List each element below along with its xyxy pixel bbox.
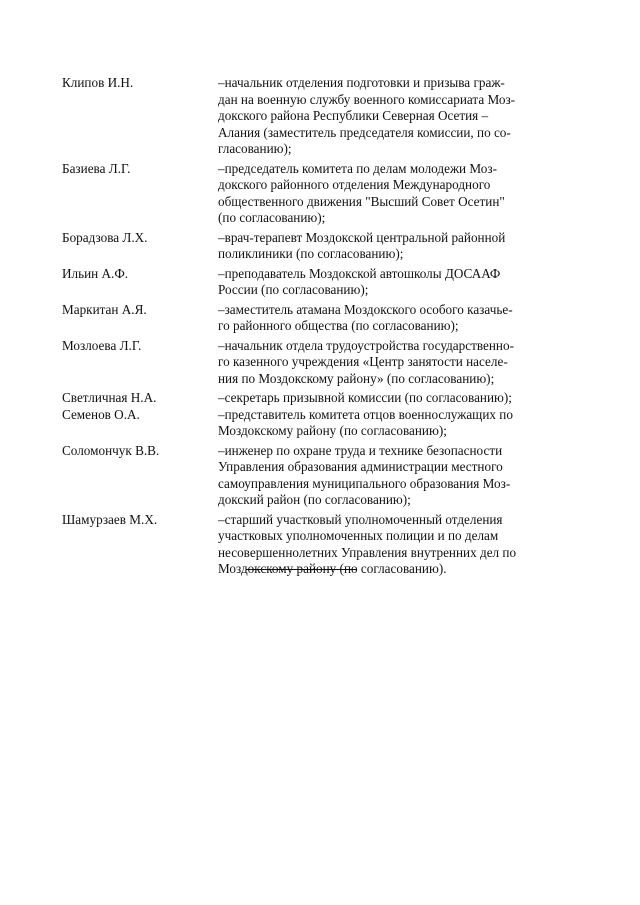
- member-row: [62, 390, 542, 407]
- member-role: –начальник отдела трудоустройства государственно- го казенного учреждения «Центр занятости населе- ния по Моздокскому району» (по согласованию);: [218, 337, 514, 386]
- member-name: Соломончук В.В.: [62, 442, 160, 458]
- member-name: Борадзова Л.Х.: [62, 229, 148, 245]
- member-row: [62, 512, 542, 578]
- member-name: Маркитан А.Я.: [62, 301, 147, 317]
- member-role: –инженер по охране труда и технике безопасности Управления образования администрации местного самоуправления муниципального образования Моз- докский район (по согласованию);: [218, 442, 511, 507]
- member-row: [62, 75, 542, 158]
- member-role: –начальник отделения подготовки и призыва граж- дан на военную службу военного комиссариата Моз- докского района Республики Северная Осетия – Алания (заместитель председателя комиссии, по со- гласованию);: [218, 75, 516, 156]
- member-name: Ильин А.Ф.: [62, 265, 129, 281]
- end-divider-line: [246, 569, 356, 570]
- member-row: [62, 266, 542, 299]
- member-name: Базиева Л.Г.: [62, 160, 131, 176]
- member-role: –врач-терапевт Моздокской центральной районной поликлиники (по согласованию);: [218, 229, 506, 261]
- member-row: [62, 302, 542, 335]
- commission-members-list: [62, 75, 542, 581]
- member-role: –представитель комитета отцов военнослужащих по Моздокскому району (по согласованию);: [218, 406, 513, 438]
- member-name: Семенов О.А.: [62, 406, 140, 422]
- member-name: Мозлоева Л.Г.: [62, 337, 142, 353]
- member-row: [62, 443, 542, 509]
- member-name: Светличная Н.А.: [62, 390, 157, 405]
- member-role: –секретарь призывной комиссии (по согласованию);: [218, 390, 512, 405]
- member-role: –заместитель атамана Моздокского особого казачье- го районного общества (по согласованию);: [218, 301, 513, 333]
- member-role: –старший участковый уполномоченный отделения участковых уполномоченных полиции и по делам несовершеннолетних Управления внутренних дел по Моздокскому району (по согласованию).: [218, 511, 517, 576]
- member-row: [62, 161, 542, 227]
- member-name: Клипов И.Н.: [62, 75, 134, 90]
- member-role: –председатель комитета по делам молодежи Моз- докского районного отделения Международного общественного движения "Высший Совет Осетин" (по согласованию);: [218, 160, 505, 225]
- member-role: –преподаватель Моздокской автошколы ДОСААФ России (по согласованию);: [218, 265, 501, 297]
- member-row: [62, 338, 542, 388]
- member-name: Шамурзаев М.Х.: [62, 511, 158, 527]
- member-row: [62, 407, 542, 440]
- member-row: [62, 230, 542, 263]
